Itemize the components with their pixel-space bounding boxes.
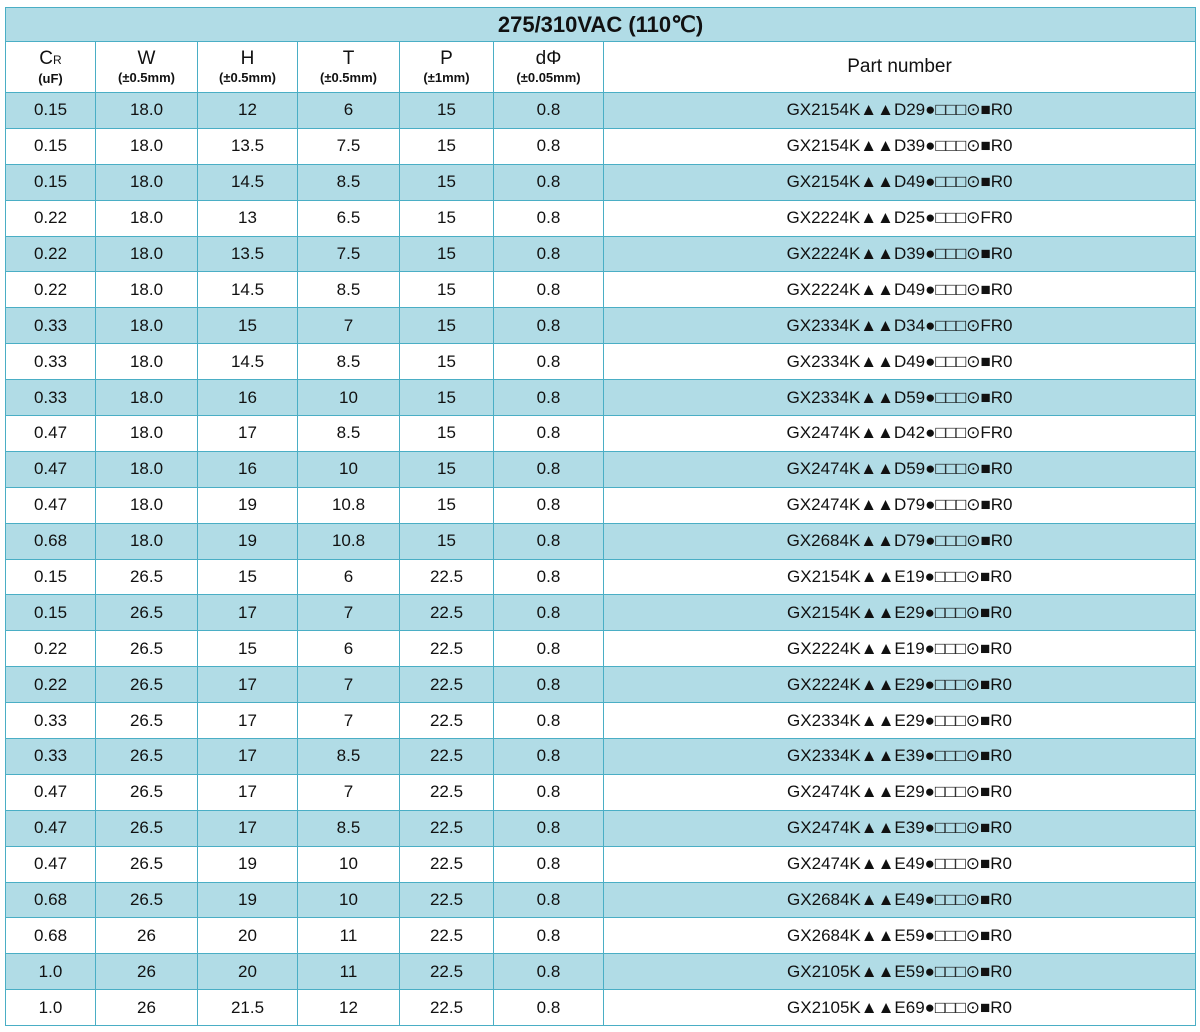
cell-width: 26.5: [96, 774, 198, 810]
table-row: [6, 810, 1196, 846]
cell-capacitance: 0.47: [6, 451, 96, 487]
cell-thickness: 10: [298, 380, 400, 416]
cell-lead-diameter: 0.8: [494, 308, 604, 344]
cell-lead-diameter: 0.8: [494, 810, 604, 846]
cell-part-number: GX2154K▲▲D49●□□□⊙■R0: [604, 164, 1196, 200]
cell-height: 15: [198, 631, 298, 667]
header-row: [6, 42, 1196, 93]
cell-thickness: 12: [298, 990, 400, 1026]
table-row: [6, 523, 1196, 559]
cell-width: 18.0: [96, 236, 198, 272]
cell-width: 26.5: [96, 846, 198, 882]
table-title: 275/310VAC (110℃): [6, 8, 1196, 42]
cell-width: 18.0: [96, 128, 198, 164]
cell-part-number: GX2334K▲▲D34●□□□⊙FR0: [604, 308, 1196, 344]
table-row: [6, 774, 1196, 810]
cell-thickness: 10.8: [298, 487, 400, 523]
cell-part-number: GX2334K▲▲E29●□□□⊙■R0: [604, 703, 1196, 739]
cell-height: 19: [198, 523, 298, 559]
cell-width: 26.5: [96, 739, 198, 775]
capacitor-spec-table: [5, 7, 1196, 1026]
cell-width: 26: [96, 990, 198, 1026]
cell-part-number: GX2224K▲▲D39●□□□⊙■R0: [604, 236, 1196, 272]
cell-capacitance: 0.68: [6, 523, 96, 559]
cell-lead-diameter: 0.8: [494, 344, 604, 380]
cell-lead-diameter: 0.8: [494, 774, 604, 810]
cell-part-number: GX2105K▲▲E69●□□□⊙■R0: [604, 990, 1196, 1026]
cell-lead-diameter: 0.8: [494, 559, 604, 595]
cell-pitch: 22.5: [400, 918, 494, 954]
cell-thickness: 10: [298, 846, 400, 882]
cell-width: 18.0: [96, 416, 198, 452]
header-pitch-tolerance: (±1mm): [423, 70, 470, 85]
cell-lead-diameter: 0.8: [494, 595, 604, 631]
cell-width: 18.0: [96, 451, 198, 487]
cell-capacitance: 0.15: [6, 164, 96, 200]
cell-capacitance: 0.68: [6, 918, 96, 954]
header-height-label: H: [240, 48, 255, 69]
cell-thickness: 7.5: [298, 128, 400, 164]
header-lead-diameter-tolerance: (±0.05mm): [516, 70, 581, 85]
cell-part-number: GX2154K▲▲D39●□□□⊙■R0: [604, 128, 1196, 164]
cell-thickness: 7.5: [298, 236, 400, 272]
cell-width: 18.0: [96, 380, 198, 416]
table-row: [6, 200, 1196, 236]
cell-lead-diameter: 0.8: [494, 236, 604, 272]
cell-capacitance: 0.68: [6, 882, 96, 918]
cell-width: 26: [96, 954, 198, 990]
cell-lead-diameter: 0.8: [494, 739, 604, 775]
cell-pitch: 15: [400, 308, 494, 344]
cell-height: 17: [198, 667, 298, 703]
cell-lead-diameter: 0.8: [494, 272, 604, 308]
header-height: [198, 42, 298, 93]
cell-height: 13.5: [198, 236, 298, 272]
cell-height: 17: [198, 703, 298, 739]
cell-height: 20: [198, 954, 298, 990]
cell-pitch: 15: [400, 451, 494, 487]
cell-pitch: 15: [400, 272, 494, 308]
cell-capacitance: 0.47: [6, 846, 96, 882]
cell-part-number: GX2684K▲▲E49●□□□⊙■R0: [604, 882, 1196, 918]
cell-part-number: GX2105K▲▲E59●□□□⊙■R0: [604, 954, 1196, 990]
cell-height: 17: [198, 416, 298, 452]
cell-capacitance: 0.15: [6, 595, 96, 631]
cell-width: 26.5: [96, 631, 198, 667]
cell-pitch: 22.5: [400, 954, 494, 990]
header-lead-diameter-label: dΦ: [535, 48, 562, 69]
cell-width: 18.0: [96, 487, 198, 523]
cell-pitch: 22.5: [400, 703, 494, 739]
cell-part-number: GX2474K▲▲D59●□□□⊙■R0: [604, 451, 1196, 487]
cell-pitch: 22.5: [400, 559, 494, 595]
cell-pitch: 15: [400, 380, 494, 416]
cell-height: 14.5: [198, 164, 298, 200]
cell-height: 17: [198, 739, 298, 775]
table-row: [6, 595, 1196, 631]
cell-lead-diameter: 0.8: [494, 523, 604, 559]
cell-width: 26: [96, 918, 198, 954]
cell-lead-diameter: 0.8: [494, 667, 604, 703]
cell-capacitance: 0.33: [6, 344, 96, 380]
cell-lead-diameter: 0.8: [494, 703, 604, 739]
cell-part-number: GX2474K▲▲D42●□□□⊙FR0: [604, 416, 1196, 452]
table-row: [6, 703, 1196, 739]
cell-thickness: 7: [298, 595, 400, 631]
table-row: [6, 416, 1196, 452]
cell-height: 15: [198, 559, 298, 595]
cell-width: 26.5: [96, 810, 198, 846]
cell-pitch: 22.5: [400, 595, 494, 631]
cell-capacitance: 0.33: [6, 739, 96, 775]
table-row: [6, 236, 1196, 272]
cell-width: 26.5: [96, 595, 198, 631]
cell-part-number: GX2474K▲▲E39●□□□⊙■R0: [604, 810, 1196, 846]
header-pitch: [400, 42, 494, 93]
cell-lead-diameter: 0.8: [494, 164, 604, 200]
table-row: [6, 739, 1196, 775]
cell-capacitance: 0.33: [6, 703, 96, 739]
cell-pitch: 15: [400, 93, 494, 129]
header-width: [96, 42, 198, 93]
header-part-number: [604, 42, 1196, 93]
cell-thickness: 11: [298, 954, 400, 990]
header-width-label: W: [137, 48, 156, 69]
cell-pitch: 15: [400, 487, 494, 523]
cell-pitch: 15: [400, 164, 494, 200]
cell-lead-diameter: 0.8: [494, 128, 604, 164]
cell-pitch: 15: [400, 236, 494, 272]
table-row: [6, 487, 1196, 523]
cell-lead-diameter: 0.8: [494, 200, 604, 236]
table-body: [6, 93, 1196, 1026]
header-width-tolerance: (±0.5mm): [118, 70, 175, 85]
cell-width: 26.5: [96, 703, 198, 739]
cell-thickness: 8.5: [298, 344, 400, 380]
cell-lead-diameter: 0.8: [494, 882, 604, 918]
cell-part-number: GX2224K▲▲D25●□□□⊙FR0: [604, 200, 1196, 236]
cell-width: 18.0: [96, 93, 198, 129]
cell-width: 18.0: [96, 344, 198, 380]
cell-thickness: 8.5: [298, 416, 400, 452]
cell-thickness: 8.5: [298, 810, 400, 846]
cell-height: 17: [198, 810, 298, 846]
cell-capacitance: 0.22: [6, 631, 96, 667]
cell-part-number: GX2154K▲▲E29●□□□⊙■R0: [604, 595, 1196, 631]
cell-pitch: 22.5: [400, 774, 494, 810]
cell-part-number: GX2334K▲▲D59●□□□⊙■R0: [604, 380, 1196, 416]
cell-lead-diameter: 0.8: [494, 451, 604, 487]
cell-capacitance: 0.47: [6, 487, 96, 523]
table-row: [6, 918, 1196, 954]
cell-thickness: 8.5: [298, 272, 400, 308]
spec-table-container: [5, 7, 1195, 1026]
cell-capacitance: 0.22: [6, 272, 96, 308]
cell-height: 19: [198, 882, 298, 918]
cell-height: 14.5: [198, 272, 298, 308]
cell-lead-diameter: 0.8: [494, 631, 604, 667]
cell-capacitance: 0.47: [6, 810, 96, 846]
cell-height: 13.5: [198, 128, 298, 164]
cell-capacitance: 0.15: [6, 128, 96, 164]
cell-pitch: 22.5: [400, 667, 494, 703]
cell-thickness: 10: [298, 882, 400, 918]
cell-part-number: GX2684K▲▲E59●□□□⊙■R0: [604, 918, 1196, 954]
cell-lead-diameter: 0.8: [494, 416, 604, 452]
cell-lead-diameter: 0.8: [494, 487, 604, 523]
cell-thickness: 7: [298, 667, 400, 703]
cell-thickness: 7: [298, 308, 400, 344]
cell-capacitance: 0.22: [6, 667, 96, 703]
cell-thickness: 7: [298, 774, 400, 810]
cell-width: 18.0: [96, 164, 198, 200]
cell-part-number: GX2154K▲▲E19●□□□⊙■R0: [604, 559, 1196, 595]
cell-capacitance: 1.0: [6, 990, 96, 1026]
header-capacitance: [6, 42, 96, 93]
cell-capacitance: 0.33: [6, 308, 96, 344]
cell-thickness: 11: [298, 918, 400, 954]
table-row: [6, 93, 1196, 129]
cell-lead-diameter: 0.8: [494, 918, 604, 954]
cell-width: 26.5: [96, 882, 198, 918]
table-row: [6, 667, 1196, 703]
cell-height: 17: [198, 595, 298, 631]
cell-part-number: GX2474K▲▲E29●□□□⊙■R0: [604, 774, 1196, 810]
table-row: [6, 164, 1196, 200]
cell-height: 19: [198, 846, 298, 882]
cell-capacitance: 0.22: [6, 236, 96, 272]
header-thickness: [298, 42, 400, 93]
cell-part-number: GX2474K▲▲D79●□□□⊙■R0: [604, 487, 1196, 523]
cell-height: 16: [198, 380, 298, 416]
header-capacitance-subscript: R: [53, 52, 62, 67]
cell-pitch: 22.5: [400, 631, 494, 667]
cell-width: 18.0: [96, 200, 198, 236]
header-pitch-label: P: [440, 48, 453, 69]
table-row: [6, 451, 1196, 487]
cell-pitch: 15: [400, 344, 494, 380]
cell-lead-diameter: 0.8: [494, 93, 604, 129]
cell-pitch: 15: [400, 200, 494, 236]
cell-pitch: 22.5: [400, 882, 494, 918]
table-row: [6, 380, 1196, 416]
cell-part-number: GX2154K▲▲D29●□□□⊙■R0: [604, 93, 1196, 129]
header-thickness-label: T: [342, 48, 355, 69]
cell-lead-diameter: 0.8: [494, 990, 604, 1026]
cell-height: 14.5: [198, 344, 298, 380]
cell-height: 17: [198, 774, 298, 810]
cell-capacitance: 0.22: [6, 200, 96, 236]
cell-pitch: 22.5: [400, 810, 494, 846]
cell-capacitance: 0.33: [6, 380, 96, 416]
cell-width: 18.0: [96, 272, 198, 308]
cell-thickness: 7: [298, 703, 400, 739]
cell-thickness: 6: [298, 93, 400, 129]
cell-lead-diameter: 0.8: [494, 954, 604, 990]
cell-part-number: GX2334K▲▲E39●□□□⊙■R0: [604, 739, 1196, 775]
cell-pitch: 22.5: [400, 739, 494, 775]
header-lead-diameter: [494, 42, 604, 93]
cell-height: 16: [198, 451, 298, 487]
cell-height: 19: [198, 487, 298, 523]
cell-width: 18.0: [96, 523, 198, 559]
cell-thickness: 6.5: [298, 200, 400, 236]
header-thickness-tolerance: (±0.5mm): [320, 70, 377, 85]
cell-pitch: 15: [400, 128, 494, 164]
cell-capacitance: 0.15: [6, 559, 96, 595]
cell-part-number: GX2474K▲▲E49●□□□⊙■R0: [604, 846, 1196, 882]
cell-capacitance: 1.0: [6, 954, 96, 990]
cell-capacitance: 0.47: [6, 774, 96, 810]
cell-part-number: GX2224K▲▲E29●□□□⊙■R0: [604, 667, 1196, 703]
cell-thickness: 10.8: [298, 523, 400, 559]
cell-height: 21.5: [198, 990, 298, 1026]
cell-width: 26.5: [96, 667, 198, 703]
table-row: [6, 882, 1196, 918]
cell-pitch: 22.5: [400, 990, 494, 1026]
cell-pitch: 22.5: [400, 846, 494, 882]
cell-lead-diameter: 0.8: [494, 846, 604, 882]
table-row: [6, 308, 1196, 344]
cell-pitch: 15: [400, 416, 494, 452]
table-row: [6, 559, 1196, 595]
table-row: [6, 954, 1196, 990]
cell-height: 20: [198, 918, 298, 954]
cell-pitch: 15: [400, 523, 494, 559]
table-row: [6, 846, 1196, 882]
table-row: [6, 344, 1196, 380]
cell-thickness: 8.5: [298, 164, 400, 200]
cell-thickness: 10: [298, 451, 400, 487]
cell-thickness: 6: [298, 631, 400, 667]
cell-thickness: 6: [298, 559, 400, 595]
cell-part-number: GX2684K▲▲D79●□□□⊙■R0: [604, 523, 1196, 559]
cell-capacitance: 0.47: [6, 416, 96, 452]
cell-part-number: GX2224K▲▲D49●□□□⊙■R0: [604, 272, 1196, 308]
header-capacitance-symbol: C: [39, 47, 54, 69]
table-row: [6, 272, 1196, 308]
cell-height: 12: [198, 93, 298, 129]
cell-width: 18.0: [96, 308, 198, 344]
table-row: [6, 631, 1196, 667]
cell-part-number: GX2334K▲▲D49●□□□⊙■R0: [604, 344, 1196, 380]
table-row: [6, 128, 1196, 164]
cell-width: 26.5: [96, 559, 198, 595]
header-height-tolerance: (±0.5mm): [219, 70, 276, 85]
cell-thickness: 8.5: [298, 739, 400, 775]
table-row: [6, 990, 1196, 1026]
cell-part-number: GX2224K▲▲E19●□□□⊙■R0: [604, 631, 1196, 667]
header-capacitance-unit: (uF): [38, 70, 63, 86]
cell-height: 15: [198, 308, 298, 344]
cell-height: 13: [198, 200, 298, 236]
header-part-number-label: Part number: [847, 56, 952, 77]
cell-lead-diameter: 0.8: [494, 380, 604, 416]
cell-capacitance: 0.15: [6, 93, 96, 129]
